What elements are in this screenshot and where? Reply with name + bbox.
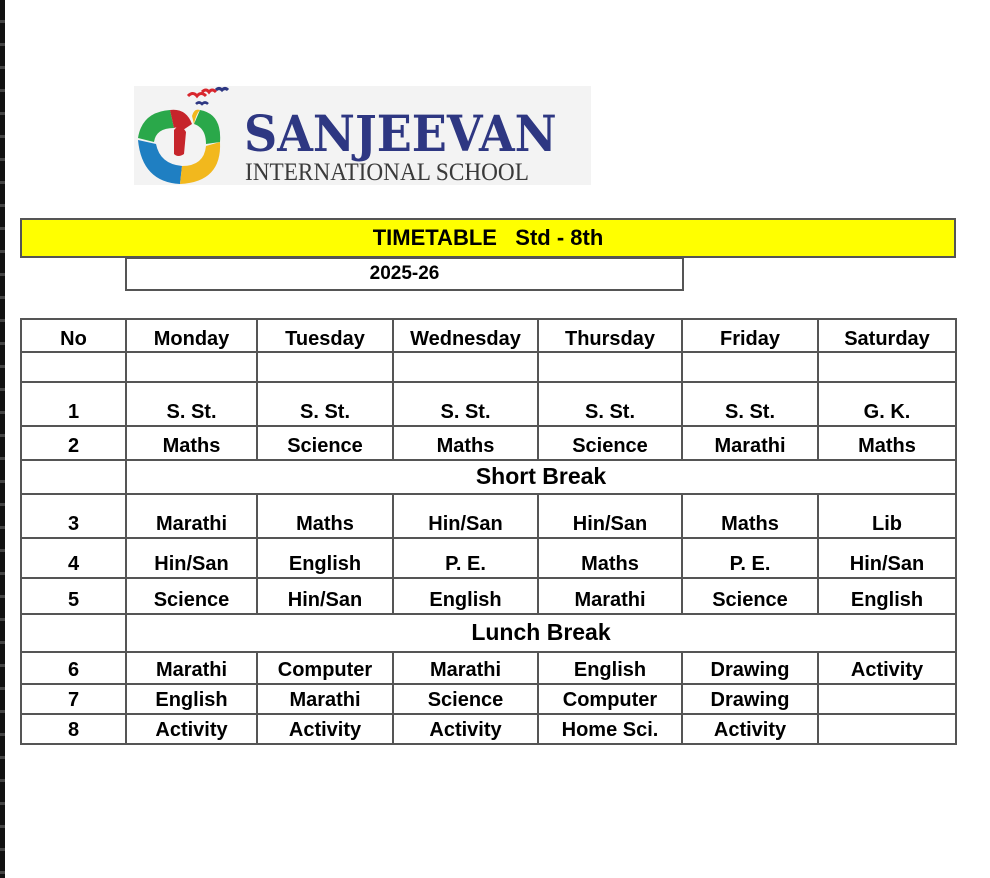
table-cell: Drawing xyxy=(682,684,818,714)
table-cell: English xyxy=(393,578,538,614)
table-cell: Marathi xyxy=(126,494,257,538)
lunch-break-row xyxy=(21,614,956,652)
table-cell: Lib xyxy=(818,494,956,538)
period-number: 6 xyxy=(21,652,126,684)
table-cell: Maths xyxy=(818,426,956,460)
table-cell: Computer xyxy=(257,652,393,684)
school-name: SANJEEVAN xyxy=(244,104,557,163)
table-cell: Science xyxy=(682,578,818,614)
period-number: 5 xyxy=(21,578,126,614)
table-cell: Maths xyxy=(682,494,818,538)
timetable-table xyxy=(20,318,957,745)
table-row xyxy=(21,426,956,460)
table-cell: P. E. xyxy=(682,538,818,578)
table-row xyxy=(21,652,956,684)
table-cell xyxy=(21,460,126,494)
table-cell: Activity xyxy=(126,714,257,744)
table-cell: Science xyxy=(393,684,538,714)
table-row xyxy=(21,684,956,714)
period-number: 8 xyxy=(21,714,126,744)
period-number: 1 xyxy=(21,382,126,426)
column-header: Friday xyxy=(682,319,818,352)
school-subtitle: INTERNATIONAL SCHOOL xyxy=(245,159,529,186)
table-cell xyxy=(21,352,126,382)
table-cell: English xyxy=(257,538,393,578)
table-cell: S. St. xyxy=(682,382,818,426)
table-cell: Hin/San xyxy=(257,578,393,614)
school-emblem-icon xyxy=(134,86,244,185)
column-header: Monday xyxy=(126,319,257,352)
period-number: 2 xyxy=(21,426,126,460)
table-cell: Marathi xyxy=(257,684,393,714)
table-cell xyxy=(21,614,126,652)
column-header: Wednesday xyxy=(393,319,538,352)
table-row xyxy=(21,352,956,382)
academic-year: 2025-26 xyxy=(369,263,440,284)
column-header: Saturday xyxy=(818,319,956,352)
academic-year-box xyxy=(125,257,684,291)
table-header-row xyxy=(21,319,956,352)
table-row xyxy=(21,578,956,614)
timetable-title: TIMETABLE Std - 8th xyxy=(372,225,604,250)
table-cell xyxy=(126,352,257,382)
table-cell: S. St. xyxy=(126,382,257,426)
table-cell xyxy=(257,352,393,382)
column-header: Thursday xyxy=(538,319,682,352)
table-cell: Science xyxy=(126,578,257,614)
period-number: 3 xyxy=(21,494,126,538)
school-logo xyxy=(134,86,591,185)
table-cell: Hin/San xyxy=(538,494,682,538)
table-cell: S. St. xyxy=(393,382,538,426)
table-cell: English xyxy=(818,578,956,614)
table-row xyxy=(21,382,956,426)
table-cell xyxy=(818,684,956,714)
table-cell: Hin/San xyxy=(818,538,956,578)
table-row xyxy=(21,494,956,538)
timetable-title-bar xyxy=(20,218,956,258)
table-cell: Science xyxy=(538,426,682,460)
table-cell: Activity xyxy=(257,714,393,744)
table-cell: Maths xyxy=(126,426,257,460)
lunch-break-label: Lunch Break xyxy=(126,614,956,652)
page-edge-strip xyxy=(0,0,5,878)
table-cell: Marathi xyxy=(393,652,538,684)
table-cell: Maths xyxy=(393,426,538,460)
table-cell: Science xyxy=(257,426,393,460)
table-cell: Activity xyxy=(682,714,818,744)
table-cell: Maths xyxy=(538,538,682,578)
table-cell: Marathi xyxy=(538,578,682,614)
table-cell xyxy=(818,352,956,382)
table-cell: Marathi xyxy=(682,426,818,460)
table-cell: G. K. xyxy=(818,382,956,426)
table-cell: Hin/San xyxy=(126,538,257,578)
table-cell: Computer xyxy=(538,684,682,714)
column-header: No xyxy=(21,319,126,352)
table-cell: Activity xyxy=(818,652,956,684)
table-cell xyxy=(538,352,682,382)
table-row xyxy=(21,538,956,578)
table-cell: English xyxy=(126,684,257,714)
short-break-label: Short Break xyxy=(126,460,956,494)
period-number: 4 xyxy=(21,538,126,578)
table-cell: Activity xyxy=(393,714,538,744)
table-row xyxy=(21,714,956,744)
table-cell xyxy=(818,714,956,744)
table-cell: Marathi xyxy=(126,652,257,684)
table-cell xyxy=(393,352,538,382)
table-cell: S. St. xyxy=(257,382,393,426)
table-cell: P. E. xyxy=(393,538,538,578)
table-cell: Drawing xyxy=(682,652,818,684)
table-cell: S. St. xyxy=(538,382,682,426)
table-cell: Home Sci. xyxy=(538,714,682,744)
short-break-row xyxy=(21,460,956,494)
table-cell: English xyxy=(538,652,682,684)
period-number: 7 xyxy=(21,684,126,714)
table-cell: Maths xyxy=(257,494,393,538)
table-cell: Hin/San xyxy=(393,494,538,538)
column-header: Tuesday xyxy=(257,319,393,352)
table-cell xyxy=(682,352,818,382)
